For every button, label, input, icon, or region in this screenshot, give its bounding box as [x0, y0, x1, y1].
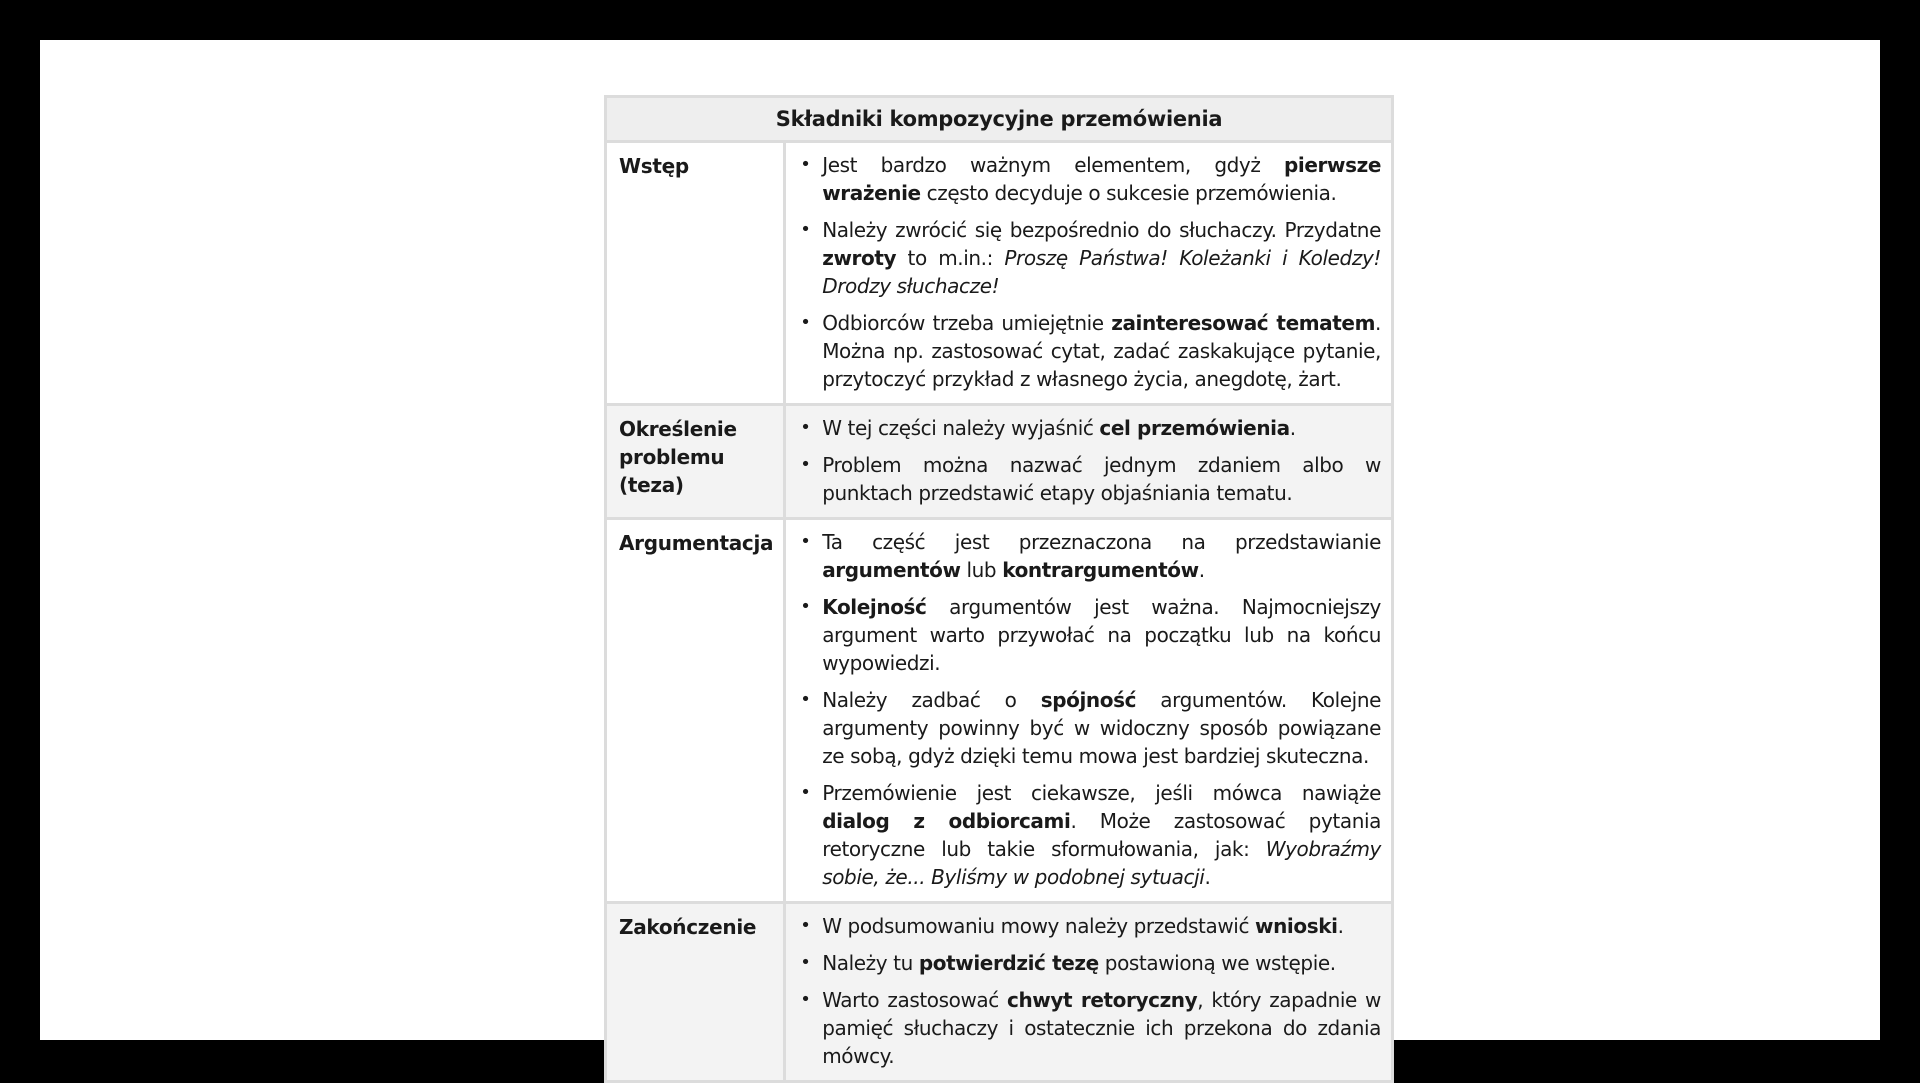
text-segment: W podsumowaniu mowy należy przedstawić — [822, 914, 1256, 938]
text-segment: Przemówienie jest ciekawsze, jeśli mówca nawiąże — [822, 781, 1381, 805]
bold-text-segment: wnioski — [1255, 914, 1338, 938]
text-segment: lub — [960, 558, 1003, 582]
bullet-item — [796, 949, 1381, 977]
bold-text-segment: dialog z odbiorcami — [822, 809, 1071, 833]
bullet-icon: • — [800, 154, 811, 175]
text-segment: często decyduje o sukcesie przemówienia. — [920, 181, 1337, 205]
document-page — [40, 40, 1880, 1068]
table-header-row — [606, 97, 1393, 142]
text-segment: Warto zastosować — [822, 988, 1007, 1012]
text-segment: W tej części należy wyjaśnić — [822, 416, 1100, 440]
bullet-list — [796, 528, 1381, 891]
bullet-item — [796, 414, 1381, 442]
section-content — [785, 142, 1393, 405]
section-label: Określenie problemu (teza) — [606, 405, 785, 519]
text-segment: . — [1289, 416, 1296, 440]
text-segment: , który zapadnie w pamięć słuchaczy i ostatecznie ich przekona do zdania mówcy. — [822, 988, 1381, 1068]
text-segment: to m.in.: — [896, 246, 1005, 270]
table-row — [606, 519, 1393, 903]
italic-text-segment: Wyobraźmy sobie, że... Byliśmy w podobnej sytuacji — [822, 837, 1381, 889]
bullet-icon: • — [800, 989, 811, 1010]
bullet-item — [796, 593, 1381, 677]
bold-text-segment: cel przemówienia — [1099, 416, 1290, 440]
bold-text-segment: zainteresować tematem — [1111, 311, 1376, 335]
text-segment: . Można np. zastosować cytat, zadać zaskakujące pytanie, przytoczyć przykład z własnego życia, anegdotę, żart. — [822, 311, 1381, 391]
bold-text-segment: chwyt retoryczny — [1007, 988, 1198, 1012]
table-row — [606, 405, 1393, 519]
section-label: Zakończenie — [606, 903, 785, 1082]
bullet-icon: • — [800, 417, 811, 438]
bullet-item — [796, 779, 1381, 891]
bullet-icon: • — [800, 219, 811, 240]
text-segment: . — [1337, 914, 1344, 938]
text-segment: argumentów. Kolejne argumenty powinny być w widoczny sposób powiązane ze sobą, gdyż dzięki temu mowa jest bardziej skuteczna. — [822, 688, 1381, 768]
text-segment: Odbiorców trzeba umiejętnie — [822, 311, 1112, 335]
bold-text-segment: kontrargumentów — [1002, 558, 1199, 582]
bullet-list — [796, 912, 1381, 1070]
bullet-item — [796, 686, 1381, 770]
bold-text-segment: zwroty — [822, 246, 897, 270]
text-segment: Należy zwrócić się bezpośrednio do słuchaczy. Przydatne — [822, 218, 1381, 242]
text-segment: Należy zadbać o — [822, 688, 1041, 712]
bullet-item — [796, 151, 1381, 207]
text-segment: Ta część jest przeznaczona na przedstawianie — [822, 530, 1381, 554]
section-content — [785, 903, 1393, 1082]
bullet-icon: • — [800, 454, 811, 475]
bullet-item — [796, 309, 1381, 393]
table-row — [606, 903, 1393, 1082]
bullet-item — [796, 528, 1381, 584]
bold-text-segment: Kolejność — [822, 595, 927, 619]
bullet-icon: • — [800, 531, 811, 552]
italic-text-segment: Proszę Państwa! Koleżanki i Koledzy! Drodzy słuchacze! — [822, 246, 1381, 298]
text-segment: Należy tu — [822, 951, 919, 975]
bullet-icon: • — [800, 782, 811, 803]
text-segment: . — [1204, 865, 1211, 889]
bullet-item — [796, 451, 1381, 507]
bullet-list — [796, 414, 1381, 507]
bold-text-segment: argumentów — [822, 558, 961, 582]
bullet-icon: • — [800, 915, 811, 936]
section-content — [785, 519, 1393, 903]
table-row — [606, 142, 1393, 405]
bullet-icon: • — [800, 596, 811, 617]
text-segment: . Może zastosować pytania retoryczne lub takie sformułowania, jak: — [822, 809, 1381, 861]
text-segment: Problem można nazwać jednym zdaniem albo w punktach przedstawić etapy objaśniania tematu. — [822, 453, 1381, 505]
text-segment: . — [1198, 558, 1205, 582]
bullet-list — [796, 151, 1381, 393]
bold-text-segment: pierwsze wrażenie — [822, 153, 1381, 205]
bold-text-segment: spójność — [1040, 688, 1137, 712]
bullet-item — [796, 216, 1381, 300]
bullet-icon: • — [800, 312, 811, 333]
bullet-item — [796, 986, 1381, 1070]
section-content — [785, 405, 1393, 519]
bullet-icon: • — [800, 952, 811, 973]
text-segment: postawioną we wstępie. — [1098, 951, 1336, 975]
table-title: Składniki kompozycyjne przemówienia — [606, 97, 1393, 142]
section-label: Wstęp — [606, 142, 785, 405]
text-segment: Jest bardzo ważnym elementem, gdyż — [822, 153, 1284, 177]
table-body — [606, 142, 1393, 1082]
bullet-item — [796, 912, 1381, 940]
text-segment: argumentów jest ważna. Najmocniejszy argument warto przywołać na początku lub na końcu wypowiedzi. — [822, 595, 1381, 675]
composition-table — [604, 95, 1394, 1083]
bold-text-segment: potwierdzić tezę — [918, 951, 1099, 975]
bullet-icon: • — [800, 689, 811, 710]
section-label: Argumentacja — [606, 519, 785, 903]
